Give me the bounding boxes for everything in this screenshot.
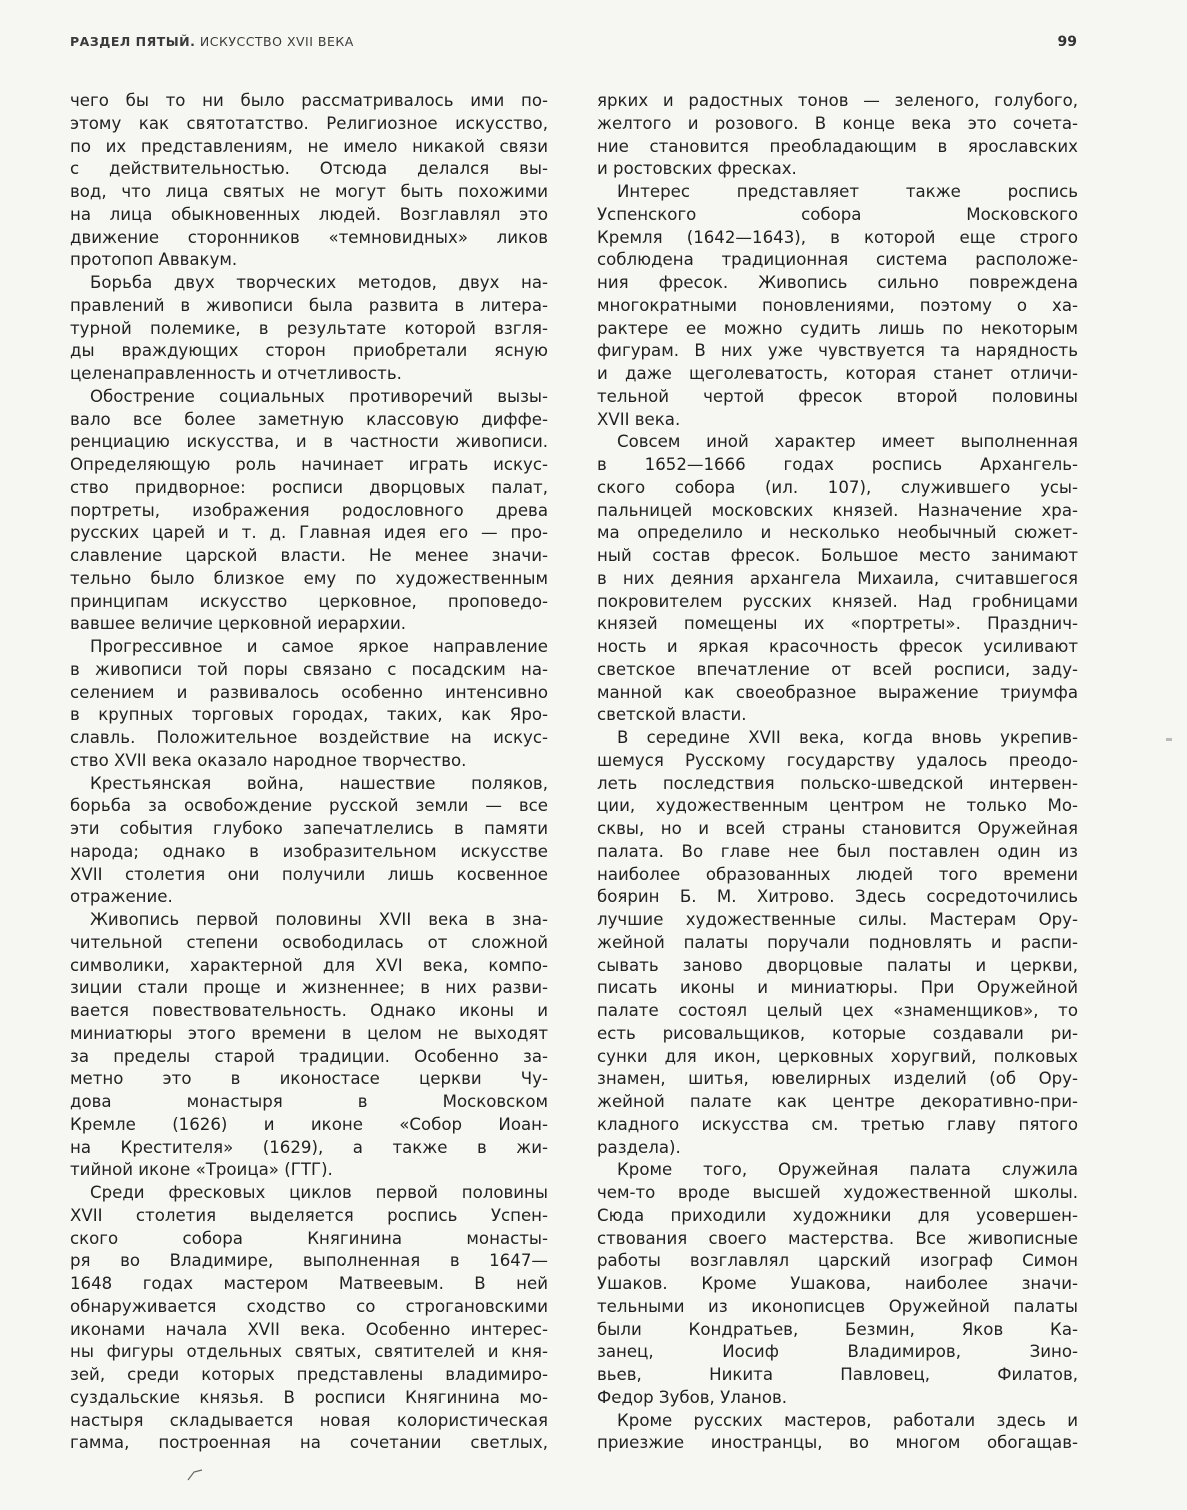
text-line: светское впечатление от всей росписи, заду- xyxy=(597,659,1078,679)
left-text-column xyxy=(70,90,548,1455)
text-line: тельно было близкое ему по художественным xyxy=(70,568,548,588)
text-line: Кроме того, Оружейная палата служила xyxy=(617,1160,1078,1180)
text-line: ренциацию искусства, и в частности живописи. xyxy=(70,432,548,452)
text-line: зей, среди которых представлены владимиро- xyxy=(70,1365,548,1384)
text-line: тельной чертой фресок второй половины xyxy=(597,386,1078,406)
text-line: работы возглавлял царский изограф Симон xyxy=(597,1251,1078,1271)
text-line: ского собора Княгинина монасты- xyxy=(70,1228,548,1248)
text-line: Прогрессивное и самое яркое направление xyxy=(90,637,548,656)
text-line: чем-то вроде высшей художественной школы. xyxy=(597,1183,1078,1202)
text-line: есть рисовальщиков, которые создавали ри- xyxy=(597,1023,1078,1043)
text-line: боярин Б. М. Хитрово. Здесь сосредоточились xyxy=(597,887,1078,907)
text-line: портреты, изображения родословного древа xyxy=(70,500,548,520)
text-line: жейной палате как центре декоративно-при- xyxy=(597,1092,1078,1111)
text-line: с действительностью. Отсюда делался вы- xyxy=(70,159,548,179)
text-line: и даже щеголеватость, которая станет отличи- xyxy=(597,364,1078,383)
right-text-column xyxy=(597,90,1078,1455)
text-line: и ростовских фресках. xyxy=(597,159,797,179)
text-line: эти события глубоко запечатлелись в памяти xyxy=(70,819,548,838)
text-line: ние становится преобладающим в ярославских xyxy=(597,136,1078,156)
text-line: протопоп Аввакум. xyxy=(70,250,238,270)
text-line: метно это в иконостасе церкви Чу- xyxy=(70,1069,548,1089)
text-line: на Крестителя» (1629), а также в жи- xyxy=(70,1137,548,1157)
pen-mark-icon xyxy=(186,1468,204,1482)
text-line: славль. Положительное воздействие на искус- xyxy=(70,728,548,747)
text-line: правлений в живописи была развита в литера- xyxy=(70,295,548,315)
text-line: настыря складывается новая колористическая xyxy=(70,1410,548,1430)
text-line: ского собора (ил. 107), служившего усы- xyxy=(597,477,1078,497)
text-line: фигурам. В них уже чувствуется та нарядность xyxy=(597,341,1078,361)
text-line: ма определило и несколько необычный сюжет- xyxy=(597,523,1078,543)
text-line: тийной иконе «Троица» (ГТГ). xyxy=(70,1160,333,1180)
text-line: в крупных торговых городах, таких, как Яро- xyxy=(70,705,548,725)
text-line: символики, характерной для XVI века, компо- xyxy=(70,955,548,975)
text-line: Успенского собора Московского xyxy=(597,204,1078,224)
text-line: на лица обыкновенных людей. Возглавлял это xyxy=(70,204,548,224)
text-line: вается повествовательность. Однако иконы и xyxy=(70,1001,548,1020)
text-line: жейной палаты поручали подновлять и распи- xyxy=(597,932,1078,952)
text-line: писать иконы и миниатюры. При Оружейной xyxy=(597,978,1078,998)
text-line: чительной степени освободилась от сложной xyxy=(70,932,548,952)
text-line: зиции стали проще и жизненнее; в них разви- xyxy=(70,978,548,998)
section-label: РАЗДЕЛ ПЯТЫЙ. xyxy=(70,34,196,49)
text-line: Сюда приходили художники для усовершен- xyxy=(597,1205,1078,1225)
text-line: славление царской власти. Не менее значи- xyxy=(70,546,548,565)
text-line: XVII века. xyxy=(597,409,681,429)
text-line: рактере ее можно судить лишь по некоторым xyxy=(597,318,1078,338)
text-line: занец, Иосиф Владимиров, Зино- xyxy=(597,1342,1078,1362)
text-line: приезжие иностранцы, во многом обогащав- xyxy=(597,1433,1078,1453)
text-line: ды враждующих сторон приобретали ясную xyxy=(70,341,548,361)
text-line: 1648 годах мастером Матвеевым. В ней xyxy=(70,1274,548,1293)
text-line: Живопись первой половины XVII века в зна- xyxy=(90,910,548,929)
text-line: ны фигуры отдельных святых, святителей и кня- xyxy=(70,1342,548,1362)
text-line: ствования своего мастерства. Все живописные xyxy=(597,1228,1078,1248)
text-line: борьба за освобождение русской земли — все xyxy=(70,796,548,816)
text-line: Совсем иной характер имеет выполненная xyxy=(617,432,1078,452)
text-line: ный состав фресок. Большое место занимают xyxy=(597,546,1078,565)
page-number: 99 xyxy=(1057,34,1077,50)
text-line: народа; однако в изобразительном искусстве xyxy=(70,841,548,861)
text-line: раздела). xyxy=(597,1137,681,1157)
text-line: иконами начала XVII века. Особенно интерес- xyxy=(70,1319,548,1339)
text-line: вавшее величие церковной иерархии. xyxy=(70,614,406,634)
text-line: леть последствия польско-шведской интервен- xyxy=(597,773,1078,793)
text-line: светской власти. xyxy=(597,705,747,725)
text-line: сунки для икон, церковных хоругвий, полковых xyxy=(597,1046,1078,1066)
text-line: кладного искусства см. третью главу пятого xyxy=(597,1114,1078,1134)
text-line: наиболее образованных людей того времени xyxy=(597,864,1078,884)
text-line: дова монастыря в Московском xyxy=(70,1092,548,1111)
text-line: шемуся Русскому государству удалось преодо- xyxy=(597,750,1078,770)
text-line: ность и яркая красочность фресок усиливают xyxy=(597,637,1078,656)
text-line: многократными поновлениями, поэтому о ха- xyxy=(597,295,1078,315)
text-line: палате состоял целый цех «знаменщиков», то xyxy=(597,1001,1078,1020)
text-line: XVII столетия выделяется роспись Успен- xyxy=(70,1205,548,1225)
text-line: миниатюры этого времени в целом не выходят xyxy=(70,1023,548,1043)
margin-mark xyxy=(1166,738,1172,741)
text-line: вьев, Никита Павловец, Филатов, xyxy=(597,1365,1078,1384)
text-line: вало все более заметную классовую диффе- xyxy=(70,409,548,429)
text-line: палата. Во главе нее был поставлен один из xyxy=(597,841,1078,861)
text-line: в них деяния архангела Михаила, считавшегося xyxy=(597,568,1078,588)
text-line: Обострение социальных противоречий вызы- xyxy=(90,386,548,406)
text-line: принципам искусство церковное, проповедо- xyxy=(70,591,548,611)
text-line: русских царей и т. д. Главная идея его — про- xyxy=(70,523,548,543)
text-line: за пределы старой традиции. Особенно за- xyxy=(70,1046,548,1066)
text-line: Ушаков. Кроме Ушакова, наиболее значи- xyxy=(597,1274,1078,1293)
text-line: по их представлениям, не имело никакой связи xyxy=(70,136,548,156)
text-line: селением и развивалось особенно интенсивно xyxy=(70,682,548,702)
text-line: В середине XVII века, когда вновь укрепив- xyxy=(617,728,1078,747)
text-line: сквы, но и всей страны становится Оружейная xyxy=(597,819,1078,838)
text-line: XVII столетия они получили лишь косвенное xyxy=(70,864,548,884)
text-line: Крестьянская война, нашествие поляков, xyxy=(90,773,548,793)
text-line: Интерес представляет также роспись xyxy=(617,182,1078,201)
text-line: этому как святотатство. Религиозное искусство, xyxy=(70,113,548,133)
text-line: сывать заново дворцовые палаты и церкви, xyxy=(597,955,1078,975)
text-line: целенаправленность и отчетливость. xyxy=(70,364,402,383)
text-line: тельными из иконописцев Оружейной палаты xyxy=(597,1296,1078,1316)
text-line: ния фресок. Живопись сильно повреждена xyxy=(597,273,1078,292)
text-line: ции, художественным центром не только Мо- xyxy=(597,796,1078,816)
text-line: манной как своеобразное выражение триумфа xyxy=(597,682,1078,702)
text-line: в живописи той поры связано с посадским на- xyxy=(70,659,548,679)
running-title xyxy=(70,34,354,49)
text-line: ство XVII века оказало народное творчество. xyxy=(70,750,467,770)
text-line: ря во Владимире, выполненная в 1647— xyxy=(70,1251,548,1271)
text-line: лучшие художественные силы. Мастерам Ору- xyxy=(597,910,1078,929)
book-part-title: ИСКУССТВО XVII ВЕКА xyxy=(199,34,354,49)
text-line: покровителем русских князей. Над гробницами xyxy=(597,591,1078,611)
text-line: Борьба двух творческих методов, двух на- xyxy=(90,273,548,292)
text-line: соблюдена традиционная система расположе- xyxy=(597,250,1078,270)
text-line: ярких и радостных тонов — зеленого, голубого, xyxy=(597,91,1078,110)
text-line: суздальские князья. В росписи Княгинина мо- xyxy=(70,1387,548,1407)
text-line: ство придворное: росписи дворцовых палат, xyxy=(70,477,548,497)
text-line: Кремле (1626) и иконе «Собор Иоан- xyxy=(70,1114,548,1134)
text-line: в 1652—1666 годах роспись Архангель- xyxy=(597,455,1078,474)
text-line: знамен, шитья, ювелирных изделий (об Ору- xyxy=(597,1069,1078,1089)
text-line: князей помещены их «портреты». Празднич- xyxy=(597,614,1078,634)
text-line: Кремля (1642—1643), в которой еще строго xyxy=(597,227,1078,247)
text-line: обнаруживается сходство со строгановскими xyxy=(70,1296,548,1316)
text-line: турной полемике, в результате которой взгля- xyxy=(70,318,548,338)
text-line: отражение. xyxy=(70,887,173,907)
text-line: желтого и розового. В конце века это сочета- xyxy=(597,113,1078,133)
text-line: Кроме русских мастеров, работали здесь и xyxy=(617,1410,1078,1430)
text-line: движение сторонников «темновидных» ликов xyxy=(70,227,548,247)
text-line: чего бы то ни было рассматривалось ими по- xyxy=(70,91,548,110)
text-line: были Кондратьев, Безмин, Яков Ка- xyxy=(597,1319,1078,1339)
text-line: гамма, построенная на сочетании светлых, xyxy=(70,1433,548,1453)
text-line: пальницей московских князей. Назначение хра- xyxy=(597,500,1078,520)
running-header xyxy=(70,34,1077,54)
text-line: Определяющую роль начинает играть искус- xyxy=(70,455,548,474)
text-line: Среди фресковых циклов первой половины xyxy=(90,1183,548,1202)
text-line: вод, что лица святых не могут быть похожими xyxy=(70,182,548,201)
text-line: Федор Зубов, Уланов. xyxy=(597,1387,788,1407)
